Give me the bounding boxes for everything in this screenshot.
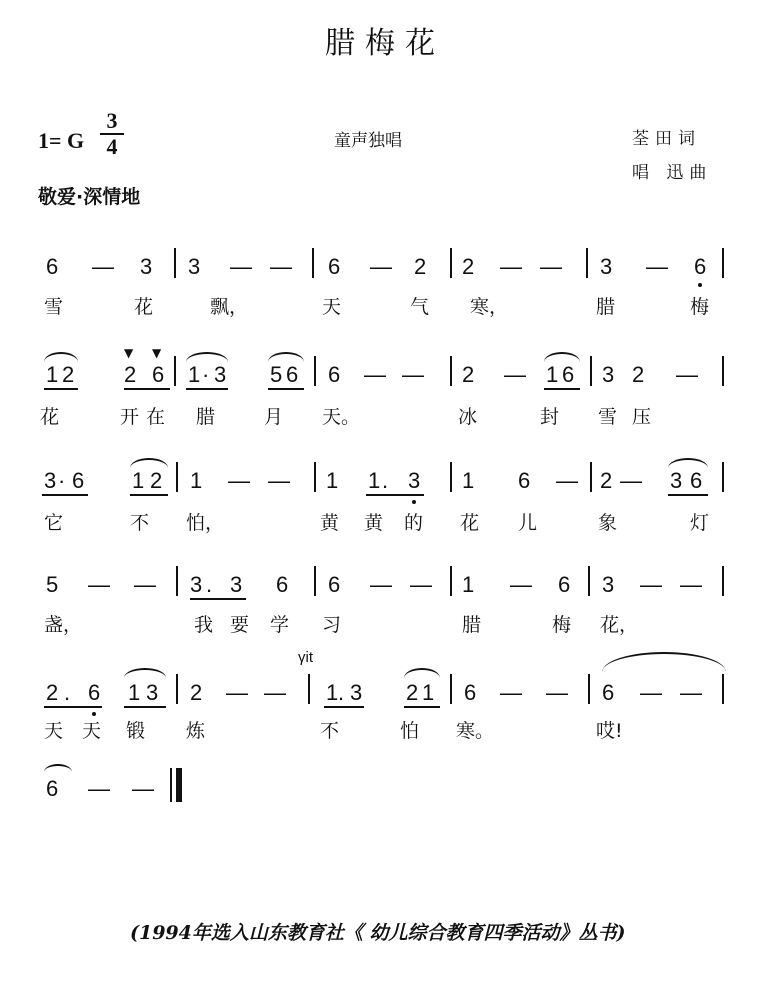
- barline: [450, 248, 452, 278]
- slur: [186, 352, 228, 362]
- note: 2: [190, 680, 203, 705]
- dash: —: [410, 572, 432, 597]
- note: 2: [150, 468, 163, 493]
- barline: [176, 462, 178, 492]
- underline: [668, 494, 708, 496]
- lyric: 灯: [690, 512, 710, 534]
- note: 6: [558, 572, 571, 597]
- barline: [176, 674, 178, 704]
- lyric: 不: [130, 512, 150, 534]
- note: 3: [140, 254, 153, 279]
- dash: —: [132, 776, 154, 801]
- time-signature-bottom: 4: [106, 134, 118, 159]
- barline: [314, 356, 316, 386]
- dash: —: [680, 572, 702, 597]
- underline: [124, 388, 170, 390]
- lyric: 腊: [596, 296, 616, 318]
- note: 5: [46, 572, 59, 597]
- performance-type: 童声独唱: [334, 131, 402, 151]
- barline: [176, 566, 178, 596]
- lyric: 腊: [196, 406, 216, 428]
- lyric: 月: [264, 406, 284, 428]
- slur: [268, 352, 304, 362]
- lyric: 炼: [186, 720, 206, 742]
- note: 3: [600, 254, 613, 279]
- slur: [668, 458, 708, 468]
- note: 6: [72, 468, 85, 493]
- note: 3: [408, 468, 421, 493]
- lyric: 寒，: [470, 296, 509, 318]
- note: 3: [190, 572, 203, 597]
- lyric: 雪: [598, 406, 618, 428]
- note: 3: [602, 362, 615, 387]
- note: 5: [270, 362, 283, 387]
- dash: —: [88, 776, 110, 801]
- dash: —: [646, 254, 668, 279]
- note: 6: [46, 776, 59, 801]
- dash: —: [676, 362, 698, 387]
- note: 1: [326, 468, 339, 493]
- dash: —: [504, 362, 526, 387]
- barline: [588, 566, 590, 596]
- composer-credit: 唱 迅曲: [632, 163, 713, 183]
- accent-icon: ▼: [124, 346, 134, 360]
- underline: [404, 706, 440, 708]
- lyric: 花: [134, 296, 154, 318]
- dash: —: [230, 254, 252, 279]
- note: 3: [670, 468, 683, 493]
- lyric: 花，: [600, 614, 639, 636]
- dash: —: [226, 680, 248, 705]
- barline: [174, 248, 176, 278]
- note: 1: [188, 362, 201, 387]
- note: 1: [462, 468, 475, 493]
- note: 6: [152, 362, 165, 387]
- note: 3: [602, 572, 615, 597]
- lyric: 怕: [400, 720, 420, 742]
- lyric: 开: [120, 406, 140, 428]
- note: 2: [632, 362, 645, 387]
- lyric: 哎!: [596, 720, 623, 742]
- note: 6: [276, 572, 289, 597]
- lyric: 盏，: [44, 614, 83, 636]
- lyric: 腊: [462, 614, 482, 636]
- tie-arc: [602, 652, 726, 672]
- lyric: 天: [44, 720, 64, 742]
- barline: [722, 674, 724, 704]
- lyric: 天: [82, 720, 102, 742]
- annotation-text: γit: [298, 649, 313, 666]
- barline: [450, 462, 452, 492]
- barline: [308, 674, 310, 704]
- lyric: 花: [460, 512, 480, 534]
- tie-arc: [44, 764, 72, 772]
- note: 3: [350, 680, 363, 705]
- lyric: 梅: [552, 614, 572, 636]
- barline: [722, 356, 724, 386]
- note: 1: [462, 572, 475, 597]
- underline: [42, 494, 88, 496]
- song-title: 腊梅花: [325, 26, 445, 61]
- dash: —: [556, 468, 578, 493]
- barline: [722, 248, 724, 278]
- time-signature: [100, 110, 124, 158]
- lyric: 锻: [126, 720, 146, 742]
- note: 6: [690, 468, 703, 493]
- note: 1: [368, 468, 381, 493]
- dash: —: [228, 468, 250, 493]
- dash: —: [92, 254, 114, 279]
- dash: —: [510, 572, 532, 597]
- barline: [586, 248, 588, 278]
- lyric: 儿: [518, 512, 538, 534]
- dash: —: [680, 680, 702, 705]
- lyric: 天: [322, 296, 342, 318]
- barline: [722, 462, 724, 492]
- dash: —: [620, 468, 642, 493]
- note: 3: [214, 362, 227, 387]
- lyric: 封: [540, 406, 560, 428]
- slur: [404, 668, 440, 678]
- dash: —: [640, 572, 662, 597]
- lyric: 在: [146, 406, 166, 428]
- note: 2: [62, 362, 75, 387]
- dash: —: [640, 680, 662, 705]
- note: 6: [464, 680, 477, 705]
- lyric: 学: [270, 614, 290, 636]
- note: 6: [518, 468, 531, 493]
- dash: —: [134, 572, 156, 597]
- slur: [544, 352, 580, 362]
- lyric: 飘，: [210, 296, 249, 318]
- underline: [44, 388, 78, 390]
- dash: —: [270, 254, 292, 279]
- lyric: 我: [194, 614, 214, 636]
- dot-note: ·: [202, 362, 210, 387]
- note: 3: [146, 680, 159, 705]
- dash: —: [500, 254, 522, 279]
- note: 3: [188, 254, 201, 279]
- barline: [588, 674, 590, 704]
- note: 6: [88, 680, 101, 705]
- dash: —: [540, 254, 562, 279]
- underline: [186, 388, 228, 390]
- note: 6: [694, 254, 707, 279]
- dash: —: [370, 254, 392, 279]
- barline: [590, 462, 592, 492]
- note: 2: [46, 680, 59, 705]
- barline: [314, 566, 316, 596]
- note: 1: [546, 362, 559, 387]
- dot-note: .: [206, 572, 213, 597]
- note: 6: [328, 362, 341, 387]
- note: 1: [128, 680, 141, 705]
- note: 3: [44, 468, 57, 493]
- slur: [130, 458, 168, 468]
- note: 6: [286, 362, 299, 387]
- key-signature: 1= G: [38, 128, 85, 153]
- lyric: 习: [322, 614, 342, 636]
- barline: [450, 674, 452, 704]
- slur: [44, 352, 78, 362]
- note: 3: [230, 572, 243, 597]
- dash: —: [370, 572, 392, 597]
- lyric: 黄: [364, 512, 384, 534]
- barline: [450, 356, 452, 386]
- underline: [124, 706, 166, 708]
- lyric: 要: [230, 614, 250, 636]
- accent-icon: ▼: [152, 346, 162, 360]
- note: 2: [462, 362, 475, 387]
- lyric: 天。: [322, 406, 361, 428]
- underline: [44, 706, 102, 708]
- underline: [190, 598, 246, 600]
- underline: [366, 494, 424, 496]
- note: 1: [46, 362, 59, 387]
- note: 2: [124, 362, 137, 387]
- note: 6: [328, 254, 341, 279]
- lower-octave-dot: [698, 283, 702, 287]
- dot-note: .: [338, 680, 345, 705]
- note: 2: [462, 254, 475, 279]
- underline: [324, 706, 364, 708]
- dash: —: [264, 680, 286, 705]
- note: 6: [562, 362, 575, 387]
- note: 6: [46, 254, 59, 279]
- barline: [450, 566, 452, 596]
- barline: [170, 768, 172, 802]
- lyric: 梅: [690, 296, 710, 318]
- lyric: 压: [632, 406, 652, 428]
- lower-octave-dot: [412, 500, 416, 504]
- note: 6: [328, 572, 341, 597]
- lyric: 怕，: [186, 512, 225, 534]
- time-signature-top: 3: [106, 108, 118, 133]
- note: 6: [602, 680, 615, 705]
- barline: [722, 566, 724, 596]
- lyric: 黄: [320, 512, 340, 534]
- tempo-marking: 敬爱·深情地: [38, 186, 141, 208]
- dash: —: [364, 362, 386, 387]
- lyric: 它: [44, 512, 64, 534]
- note: 2: [600, 468, 613, 493]
- final-barline: [176, 768, 182, 802]
- slur: [124, 668, 166, 678]
- barline: [174, 356, 176, 386]
- barline: [314, 462, 316, 492]
- dash: —: [402, 362, 424, 387]
- underline: [544, 388, 580, 390]
- dot-note: .: [64, 680, 71, 705]
- note: 1: [326, 680, 339, 705]
- lyric: 雪: [44, 296, 64, 318]
- dash: —: [268, 468, 290, 493]
- dash: —: [500, 680, 522, 705]
- lyric: 冰: [458, 406, 478, 428]
- lyricist-credit: 荃田词: [632, 129, 701, 149]
- dash: —: [88, 572, 110, 597]
- underline: [268, 388, 304, 390]
- note: 1: [422, 680, 435, 705]
- note: 2: [406, 680, 419, 705]
- barline: [590, 356, 592, 386]
- lyric: 的: [404, 512, 424, 534]
- publication-note: (1994年选入山东教育社《 幼儿综合教育四季活动》丛书): [130, 922, 626, 944]
- lyric: 气: [410, 296, 430, 318]
- dot-note: .: [382, 468, 389, 493]
- lyric: 花: [40, 406, 60, 428]
- lyric: 不: [320, 720, 340, 742]
- dot-note: ·: [58, 468, 66, 493]
- underline: [130, 494, 168, 496]
- note: 1: [132, 468, 145, 493]
- barline: [312, 248, 314, 278]
- note: 2: [414, 254, 427, 279]
- lyric: 寒。: [456, 720, 495, 742]
- lyric: 象: [598, 512, 618, 534]
- note: 1: [190, 468, 203, 493]
- dash: —: [546, 680, 568, 705]
